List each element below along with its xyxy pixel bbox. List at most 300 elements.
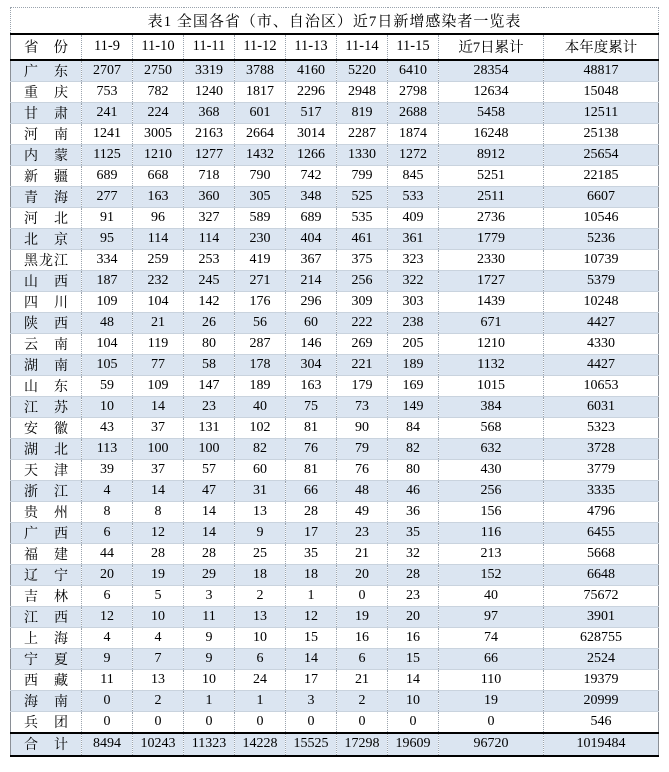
table-cell: 22185 <box>544 165 659 186</box>
province-name: 天津 <box>11 459 82 480</box>
table-row-云南 <box>11 333 659 354</box>
table-cell: 6 <box>337 648 388 669</box>
table-cell: 44 <box>82 543 133 564</box>
table-cell: 845 <box>388 165 439 186</box>
table-cell: 269 <box>337 333 388 354</box>
table-cell: 0 <box>82 711 133 733</box>
province-name: 湖北 <box>11 438 82 459</box>
table-cell: 1266 <box>286 144 337 165</box>
table-cell: 28 <box>388 564 439 585</box>
table-row-湖北 <box>11 438 659 459</box>
table-cell: 0 <box>388 711 439 733</box>
table-row-四川 <box>11 291 659 312</box>
table-cell: 409 <box>388 207 439 228</box>
table-cell: 271 <box>235 270 286 291</box>
table-cell: 4427 <box>544 312 659 333</box>
table-cell: 105 <box>82 354 133 375</box>
table-cell: 253 <box>184 249 235 270</box>
table-cell: 0 <box>235 711 286 733</box>
table-cell: 6 <box>82 522 133 543</box>
table-cell: 58 <box>184 354 235 375</box>
table-cell: 79 <box>337 438 388 459</box>
table-cell: 2707 <box>82 60 133 82</box>
province-name: 浙江 <box>11 480 82 501</box>
table-cell: 10546 <box>544 207 659 228</box>
table-cell: 39 <box>82 459 133 480</box>
table-row-江苏 <box>11 396 659 417</box>
table-row-江西 <box>11 606 659 627</box>
table-cell: 348 <box>286 186 337 207</box>
table-cell: 535 <box>337 207 388 228</box>
table-cell: 2664 <box>235 123 286 144</box>
table-row-新疆 <box>11 165 659 186</box>
table-cell: 147 <box>184 375 235 396</box>
table-cell: 287 <box>235 333 286 354</box>
table-cell: 37 <box>133 459 184 480</box>
table-cell: 404 <box>286 228 337 249</box>
table-cell: 104 <box>82 333 133 354</box>
table-cell: 3 <box>286 690 337 711</box>
table-row-浙江 <box>11 480 659 501</box>
province-name: 黑龙江 <box>11 249 82 270</box>
table-cell: 37 <box>133 417 184 438</box>
table-cell: 20 <box>337 564 388 585</box>
table-cell: 1817 <box>235 81 286 102</box>
table-cell: 81 <box>286 459 337 480</box>
table-row-兵团 <box>11 711 659 733</box>
table-cell: 100 <box>184 438 235 459</box>
table-cell: 4 <box>82 480 133 501</box>
table-cell: 152 <box>439 564 544 585</box>
table-cell: 91 <box>82 207 133 228</box>
table-cell: 18 <box>235 564 286 585</box>
table-cell: 13 <box>235 606 286 627</box>
province-name: 甘肃 <box>11 102 82 123</box>
table-cell: 25654 <box>544 144 659 165</box>
province-name: 新疆 <box>11 165 82 186</box>
table-cell: 1272 <box>388 144 439 165</box>
table-cell: 23 <box>337 522 388 543</box>
table-cell: 533 <box>388 186 439 207</box>
column-header-9: 本年度累计 <box>544 34 659 60</box>
table-row-北京 <box>11 228 659 249</box>
table-cell: 17 <box>286 669 337 690</box>
table-cell: 309 <box>337 291 388 312</box>
table-cell: 334 <box>82 249 133 270</box>
table-cell: 0 <box>184 711 235 733</box>
table-cell: 628755 <box>544 627 659 648</box>
table-cell: 2330 <box>439 249 544 270</box>
table-cell: 718 <box>184 165 235 186</box>
table-cell: 568 <box>439 417 544 438</box>
table-cell: 114 <box>184 228 235 249</box>
table-cell: 169 <box>388 375 439 396</box>
table-cell: 114 <box>133 228 184 249</box>
table-cell: 2 <box>337 690 388 711</box>
table-cell: 1330 <box>337 144 388 165</box>
province-name: 上海 <box>11 627 82 648</box>
table-cell: 0 <box>286 711 337 733</box>
table-cell: 3788 <box>235 60 286 82</box>
province-name: 吉林 <box>11 585 82 606</box>
table-cell: 230 <box>235 228 286 249</box>
table-cell: 430 <box>439 459 544 480</box>
table-cell: 1432 <box>235 144 286 165</box>
table-cell: 19379 <box>544 669 659 690</box>
table-cell: 2948 <box>337 81 388 102</box>
table-cell: 589 <box>235 207 286 228</box>
province-name: 福建 <box>11 543 82 564</box>
table-cell: 671 <box>439 312 544 333</box>
table-cell: 689 <box>82 165 133 186</box>
table-cell: 9 <box>184 648 235 669</box>
table-cell: 10739 <box>544 249 659 270</box>
table-cell: 110 <box>439 669 544 690</box>
table-cell: 14 <box>133 480 184 501</box>
table-row-甘肃 <box>11 102 659 123</box>
table-cell: 6031 <box>544 396 659 417</box>
table-cell: 6607 <box>544 186 659 207</box>
province-name: 重庆 <box>11 81 82 102</box>
province-name: 广西 <box>11 522 82 543</box>
table-cell: 21 <box>133 312 184 333</box>
table-cell: 2163 <box>184 123 235 144</box>
table-cell: 689 <box>286 207 337 228</box>
table-cell: 1240 <box>184 81 235 102</box>
table-cell: 28 <box>184 543 235 564</box>
table-cell: 3 <box>184 585 235 606</box>
table-cell: 23 <box>388 585 439 606</box>
table-cell: 12 <box>286 606 337 627</box>
table-cell: 1125 <box>82 144 133 165</box>
table-cell: 2511 <box>439 186 544 207</box>
table-cell: 5379 <box>544 270 659 291</box>
table-cell: 8 <box>82 501 133 522</box>
table-cell: 100 <box>133 438 184 459</box>
table-cell: 4160 <box>286 60 337 82</box>
table-cell: 367 <box>286 249 337 270</box>
province-name: 江苏 <box>11 396 82 417</box>
table-cell: 19 <box>133 564 184 585</box>
table-cell: 10653 <box>544 375 659 396</box>
province-name: 广东 <box>11 60 82 82</box>
table-cell: 4427 <box>544 354 659 375</box>
table-cell: 1241 <box>82 123 133 144</box>
table-cell: 3901 <box>544 606 659 627</box>
table-cell: 0 <box>337 585 388 606</box>
table-cell: 214 <box>286 270 337 291</box>
table-cell: 11 <box>82 669 133 690</box>
table-cell: 305 <box>235 186 286 207</box>
province-name: 海南 <box>11 690 82 711</box>
table-cell: 384 <box>439 396 544 417</box>
table-row-吉林 <box>11 585 659 606</box>
table-cell: 3014 <box>286 123 337 144</box>
table-cell: 35 <box>286 543 337 564</box>
table-cell: 77 <box>133 354 184 375</box>
table-row-山东 <box>11 375 659 396</box>
table-cell: 0 <box>82 690 133 711</box>
table-row-黑龙江 <box>11 249 659 270</box>
table-total-row <box>11 733 659 756</box>
table-cell: 2524 <box>544 648 659 669</box>
total-cell: 8494 <box>82 733 133 756</box>
table-cell: 189 <box>235 375 286 396</box>
table-cell: 60 <box>235 459 286 480</box>
table-cell: 368 <box>184 102 235 123</box>
table-cell: 2688 <box>388 102 439 123</box>
table-cell: 668 <box>133 165 184 186</box>
column-header-6: 11-14 <box>337 34 388 60</box>
table-cell: 10 <box>133 606 184 627</box>
table-cell: 1132 <box>439 354 544 375</box>
table-cell: 60 <box>286 312 337 333</box>
table-cell: 10 <box>184 669 235 690</box>
table-cell: 224 <box>133 102 184 123</box>
table-cell: 84 <box>388 417 439 438</box>
table-cell: 189 <box>388 354 439 375</box>
province-name: 安徽 <box>11 417 82 438</box>
column-header-2: 11-10 <box>133 34 184 60</box>
table-cell: 40 <box>235 396 286 417</box>
province-name: 云南 <box>11 333 82 354</box>
table-cell: 28354 <box>439 60 544 82</box>
table-cell: 799 <box>337 165 388 186</box>
table-cell: 5236 <box>544 228 659 249</box>
table-cell: 11 <box>184 606 235 627</box>
table-cell: 75672 <box>544 585 659 606</box>
table-cell: 1 <box>184 690 235 711</box>
table-cell: 1015 <box>439 375 544 396</box>
province-name: 青海 <box>11 186 82 207</box>
table-cell: 5668 <box>544 543 659 564</box>
table-cell: 327 <box>184 207 235 228</box>
table-cell: 8912 <box>439 144 544 165</box>
table-cell: 20 <box>82 564 133 585</box>
table-cell: 2 <box>133 690 184 711</box>
table-row-福建 <box>11 543 659 564</box>
table-cell: 12634 <box>439 81 544 102</box>
table-cell: 21 <box>337 543 388 564</box>
table-cell: 1210 <box>439 333 544 354</box>
table-cell: 21 <box>337 669 388 690</box>
table-cell: 59 <box>82 375 133 396</box>
table-cell: 104 <box>133 291 184 312</box>
table-row-广西 <box>11 522 659 543</box>
table-cell: 146 <box>286 333 337 354</box>
table-cell: 16 <box>337 627 388 648</box>
table-cell: 1779 <box>439 228 544 249</box>
table-cell: 14 <box>184 501 235 522</box>
table-cell: 76 <box>286 438 337 459</box>
table-cell: 12 <box>133 522 184 543</box>
table-cell: 256 <box>439 480 544 501</box>
table-row-海南 <box>11 690 659 711</box>
table-cell: 163 <box>133 186 184 207</box>
table-cell: 102 <box>235 417 286 438</box>
table-cell: 17 <box>286 522 337 543</box>
total-cell: 11323 <box>184 733 235 756</box>
total-cell: 96720 <box>439 733 544 756</box>
table-cell: 25138 <box>544 123 659 144</box>
province-name: 山西 <box>11 270 82 291</box>
table-cell: 213 <box>439 543 544 564</box>
table-cell: 3728 <box>544 438 659 459</box>
table-row-广东 <box>11 60 659 82</box>
table-row-陕西 <box>11 312 659 333</box>
table-cell: 4796 <box>544 501 659 522</box>
table-cell: 25 <box>235 543 286 564</box>
table-cell: 8 <box>133 501 184 522</box>
table-cell: 323 <box>388 249 439 270</box>
table-cell: 57 <box>184 459 235 480</box>
table-cell: 9 <box>235 522 286 543</box>
table-cell: 40 <box>439 585 544 606</box>
province-name: 内蒙 <box>11 144 82 165</box>
total-cell: 15525 <box>286 733 337 756</box>
table-cell: 48 <box>82 312 133 333</box>
table-cell: 19 <box>439 690 544 711</box>
column-header-3: 11-11 <box>184 34 235 60</box>
table-cell: 32 <box>388 543 439 564</box>
table-cell: 546 <box>544 711 659 733</box>
table-cell: 187 <box>82 270 133 291</box>
table-cell: 375 <box>337 249 388 270</box>
table-cell: 12511 <box>544 102 659 123</box>
table-cell: 4330 <box>544 333 659 354</box>
province-name: 江西 <box>11 606 82 627</box>
total-cell: 14228 <box>235 733 286 756</box>
table-row-山西 <box>11 270 659 291</box>
table-cell: 29 <box>184 564 235 585</box>
province-name: 北京 <box>11 228 82 249</box>
total-cell: 1019484 <box>544 733 659 756</box>
table-row-宁夏 <box>11 648 659 669</box>
table-cell: 5 <box>133 585 184 606</box>
table-cell: 15 <box>388 648 439 669</box>
table-cell: 47 <box>184 480 235 501</box>
table-cell: 156 <box>439 501 544 522</box>
table-cell: 517 <box>286 102 337 123</box>
table-cell: 3335 <box>544 480 659 501</box>
province-name: 宁夏 <box>11 648 82 669</box>
table-cell: 48 <box>337 480 388 501</box>
table-cell: 4 <box>82 627 133 648</box>
table-cell: 80 <box>388 459 439 480</box>
province-name: 贵州 <box>11 501 82 522</box>
table-cell: 119 <box>133 333 184 354</box>
table-cell: 790 <box>235 165 286 186</box>
table-cell: 80 <box>184 333 235 354</box>
table-cell: 2 <box>235 585 286 606</box>
table-cell: 753 <box>82 81 133 102</box>
table-cell: 819 <box>337 102 388 123</box>
table-cell: 9 <box>184 627 235 648</box>
table-cell: 48817 <box>544 60 659 82</box>
table-cell: 12 <box>82 606 133 627</box>
table-cell: 3005 <box>133 123 184 144</box>
province-name: 辽宁 <box>11 564 82 585</box>
province-name: 兵团 <box>11 711 82 733</box>
column-header-1: 11-9 <box>82 34 133 60</box>
table-cell: 19 <box>337 606 388 627</box>
column-header-7: 11-15 <box>388 34 439 60</box>
table-cell: 109 <box>82 291 133 312</box>
table-cell: 0 <box>439 711 544 733</box>
table-cell: 66 <box>286 480 337 501</box>
table-cell: 26 <box>184 312 235 333</box>
table-cell: 3779 <box>544 459 659 480</box>
table-cell: 131 <box>184 417 235 438</box>
table-cell: 56 <box>235 312 286 333</box>
table-cell: 73 <box>337 396 388 417</box>
table-header-row <box>11 34 659 60</box>
table-cell: 97 <box>439 606 544 627</box>
table-cell: 82 <box>235 438 286 459</box>
table-cell: 303 <box>388 291 439 312</box>
province-name: 河北 <box>11 207 82 228</box>
table-cell: 782 <box>133 81 184 102</box>
table-cell: 90 <box>337 417 388 438</box>
total-label: 合计 <box>11 733 82 756</box>
table-cell: 176 <box>235 291 286 312</box>
table-cell: 6 <box>82 585 133 606</box>
table-cell: 2287 <box>337 123 388 144</box>
table-cell: 96 <box>133 207 184 228</box>
table-cell: 14 <box>388 669 439 690</box>
table-cell: 82 <box>388 438 439 459</box>
table-cell: 43 <box>82 417 133 438</box>
table-row-贵州 <box>11 501 659 522</box>
table-cell: 16248 <box>439 123 544 144</box>
table-cell: 259 <box>133 249 184 270</box>
table-row-青海 <box>11 186 659 207</box>
table-cell: 6410 <box>388 60 439 82</box>
table-cell: 277 <box>82 186 133 207</box>
province-name: 山东 <box>11 375 82 396</box>
table-cell: 31 <box>235 480 286 501</box>
table-cell: 14 <box>184 522 235 543</box>
table-cell: 241 <box>82 102 133 123</box>
table-cell: 1 <box>286 585 337 606</box>
table-cell: 116 <box>439 522 544 543</box>
table-cell: 361 <box>388 228 439 249</box>
table-cell: 6648 <box>544 564 659 585</box>
total-cell: 19609 <box>388 733 439 756</box>
table-cell: 149 <box>388 396 439 417</box>
table-cell: 1277 <box>184 144 235 165</box>
table-cell: 322 <box>388 270 439 291</box>
table-cell: 10 <box>82 396 133 417</box>
table-row-安徽 <box>11 417 659 438</box>
table-cell: 2736 <box>439 207 544 228</box>
table-cell: 178 <box>235 354 286 375</box>
table-cell: 179 <box>337 375 388 396</box>
table-cell: 5220 <box>337 60 388 82</box>
column-header-4: 11-12 <box>235 34 286 60</box>
table-cell: 1210 <box>133 144 184 165</box>
table-cell: 2750 <box>133 60 184 82</box>
total-cell: 17298 <box>337 733 388 756</box>
table-cell: 14 <box>286 648 337 669</box>
table-cell: 742 <box>286 165 337 186</box>
table-cell: 66 <box>439 648 544 669</box>
table-row-上海 <box>11 627 659 648</box>
table-cell: 461 <box>337 228 388 249</box>
table-cell: 109 <box>133 375 184 396</box>
column-header-8: 近7日累计 <box>439 34 544 60</box>
table-cell: 81 <box>286 417 337 438</box>
